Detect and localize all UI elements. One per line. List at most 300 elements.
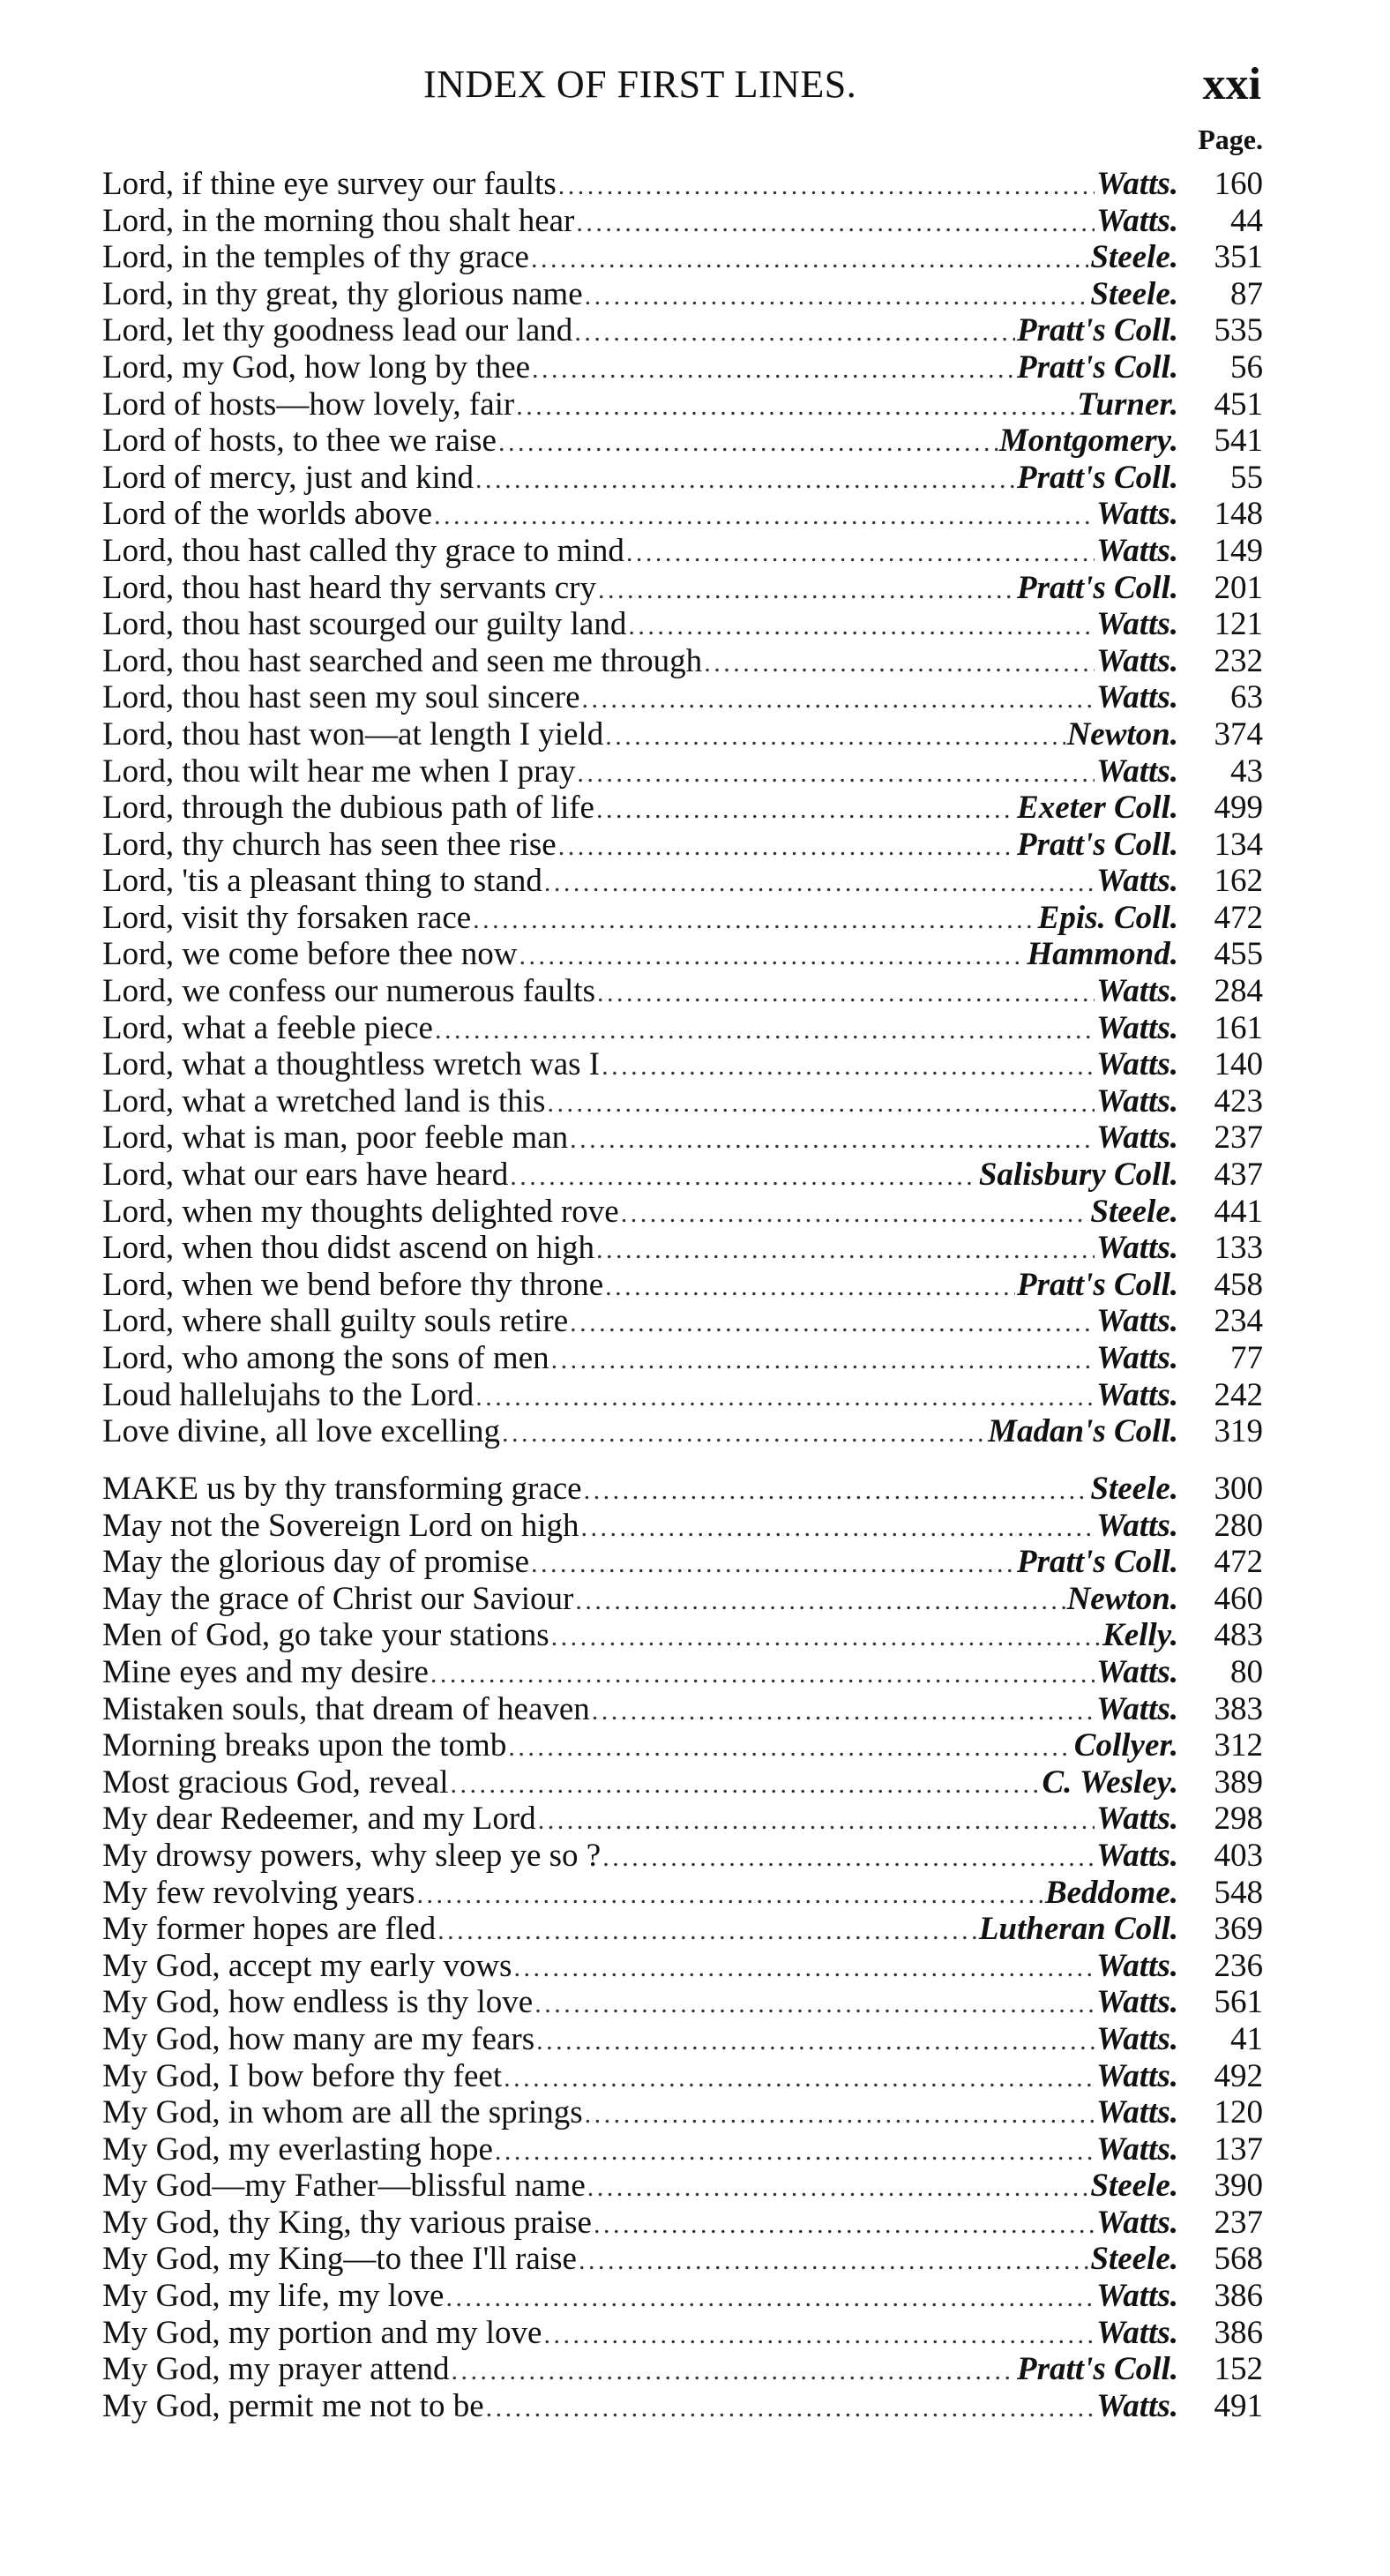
author-text: Pratt's Coll. — [1017, 348, 1178, 386]
first-line-text: Lord, thou wilt hear me when I pray — [102, 753, 576, 790]
page-number: 351 — [1214, 239, 1263, 276]
first-line-text: My God, my life, my love — [102, 2278, 445, 2315]
author-text: Watts. — [1096, 1009, 1178, 1046]
running-header — [423, 59, 1261, 115]
index-row — [102, 2315, 1263, 2352]
index-row — [102, 1340, 1263, 1377]
author-text: Watts. — [1096, 1947, 1178, 1984]
dot-leader — [626, 535, 1095, 572]
index-row — [102, 1413, 1263, 1450]
first-line-text: My God—my Father—blissful name — [102, 2168, 586, 2205]
index-row — [102, 239, 1263, 276]
dot-leader — [536, 2023, 1095, 2060]
index-row — [102, 900, 1263, 937]
first-line-text: Lord, when my thoughts delighted rove — [102, 1193, 619, 1230]
dot-leader — [504, 2060, 1095, 2097]
page-number: 121 — [1214, 606, 1263, 643]
page-number: 383 — [1214, 1690, 1263, 1727]
dot-leader — [510, 1158, 977, 1195]
index-row — [102, 1801, 1263, 1838]
author-text: Steele. — [1090, 1193, 1178, 1230]
first-line-text: My God, I bow before thy feet — [102, 2057, 503, 2094]
index-row — [102, 1617, 1263, 1654]
dot-leader — [558, 828, 1015, 865]
index-row — [102, 570, 1263, 607]
first-line-text: My former hopes are fled — [102, 1911, 437, 1948]
dot-leader — [544, 865, 1095, 902]
index-row — [102, 533, 1263, 570]
page-number: 242 — [1214, 1376, 1263, 1413]
index-row — [102, 1120, 1263, 1157]
dot-leader — [451, 1766, 1041, 1803]
author-text: Lutheran Coll. — [978, 1911, 1178, 1948]
author-text: Steele. — [1090, 1471, 1178, 1507]
index-row — [102, 1267, 1263, 1304]
author-text: Pratt's Coll. — [1017, 2351, 1178, 2388]
index-row — [102, 2351, 1263, 2388]
author-text: Salisbury Coll. — [978, 1157, 1178, 1194]
dot-leader — [513, 1950, 1095, 1987]
first-line-text: My God, my everlasting hope — [102, 2130, 493, 2168]
author-text: Steele. — [1090, 239, 1178, 276]
author-text: Pratt's Coll. — [1017, 826, 1178, 863]
dot-leader — [587, 2169, 1089, 2206]
dot-leader — [502, 1415, 986, 1452]
author-text: Pratt's Coll. — [1017, 1544, 1178, 1581]
page-number: 390 — [1214, 2168, 1263, 2205]
dot-leader — [596, 791, 1015, 828]
dot-leader — [594, 2206, 1095, 2243]
dot-leader — [584, 1472, 1089, 1509]
page-number: 133 — [1214, 1230, 1263, 1267]
first-line-text: Lord, thy church has seen thee rise — [102, 826, 557, 863]
dot-leader — [452, 2353, 1015, 2390]
page-number: 386 — [1214, 2314, 1263, 2351]
index-row — [102, 606, 1263, 643]
first-line-text: Lord, what a wretched land is this — [102, 1082, 546, 1120]
dot-leader — [475, 1379, 1095, 1416]
page-number: 492 — [1214, 2057, 1263, 2094]
first-line-text: My God, how many are my fears — [102, 2020, 535, 2057]
page-number: 63 — [1230, 679, 1263, 716]
index-row — [102, 753, 1263, 790]
page-number: 280 — [1214, 1507, 1263, 1544]
author-text: Steele. — [1090, 2241, 1178, 2278]
dot-leader — [430, 1656, 1095, 1693]
dot-leader — [516, 388, 1075, 425]
dot-leader — [585, 2096, 1095, 2133]
index-row — [102, 2278, 1263, 2315]
index-row — [102, 1875, 1263, 1912]
author-text: Watts. — [1096, 1303, 1178, 1340]
dot-leader — [532, 351, 1015, 388]
author-text: Watts. — [1096, 1653, 1178, 1690]
index-row — [102, 1691, 1263, 1728]
page-number: 491 — [1214, 2387, 1263, 2424]
page-number: 499 — [1214, 790, 1263, 827]
index-section-m — [102, 1471, 1263, 2424]
index-row — [102, 1581, 1263, 1618]
index-row — [102, 496, 1263, 533]
first-line-text: Lord, thou hast heard thy servants cry — [102, 569, 596, 606]
page-number: 137 — [1214, 2130, 1263, 2168]
author-text: Watts. — [1096, 2314, 1178, 2351]
page-number: 41 — [1230, 2020, 1263, 2057]
author-text: Steele. — [1090, 275, 1178, 312]
author-text: Watts. — [1096, 2057, 1178, 2094]
index-row — [102, 643, 1263, 680]
first-line-text: My God, thy King, thy various praise — [102, 2204, 592, 2241]
index-row — [102, 2094, 1263, 2131]
author-text: Watts. — [1096, 1340, 1178, 1376]
dot-leader — [570, 1305, 1095, 1342]
dot-leader — [570, 1121, 1095, 1158]
first-line-text: Lord, if thine eye survey our faults — [102, 166, 557, 202]
page-number: 140 — [1214, 1046, 1263, 1083]
author-text: Watts. — [1096, 1507, 1178, 1544]
dot-leader — [621, 1195, 1089, 1232]
first-line-text: Lord of hosts—how lovely, fair — [102, 386, 515, 423]
dot-leader — [596, 1232, 1095, 1269]
page-number: 458 — [1214, 1266, 1263, 1303]
dot-leader — [602, 1839, 1095, 1876]
first-line-text: My few revolving years — [102, 1874, 415, 1911]
page-number: 369 — [1214, 1911, 1263, 1948]
page-number: 455 — [1214, 936, 1263, 973]
author-text: Exeter Coll. — [1017, 790, 1178, 827]
page-number: 403 — [1214, 1837, 1263, 1874]
first-line-text: Lord, thou hast won—at length I yield — [102, 715, 604, 753]
first-line-text: Lord, in thy great, thy glorious name — [102, 275, 583, 312]
page-number: 162 — [1214, 863, 1263, 900]
dot-leader — [574, 314, 1015, 351]
index-row — [102, 973, 1263, 1010]
index-row — [102, 679, 1263, 716]
page-number: 43 — [1230, 753, 1263, 790]
page-number: 284 — [1214, 973, 1263, 1010]
index-row — [102, 790, 1263, 827]
index-row — [102, 1654, 1263, 1691]
page-title: INDEX OF FIRST LINES. — [423, 63, 857, 106]
author-text: Watts. — [1096, 2204, 1178, 2241]
page-number: 568 — [1214, 2241, 1263, 2278]
author-text: Watts. — [1096, 2278, 1178, 2315]
index-row — [102, 276, 1263, 313]
index-row — [102, 1303, 1263, 1340]
author-text: Watts. — [1096, 2020, 1178, 2057]
page-number: 120 — [1214, 2094, 1263, 2131]
dot-leader — [602, 1048, 1095, 1085]
page-number: 160 — [1214, 166, 1263, 202]
dot-leader — [704, 645, 1095, 682]
index-row — [102, 386, 1263, 423]
author-text: Newton. — [1066, 1580, 1178, 1617]
index-row — [102, 716, 1263, 753]
first-line-text: Lord, thou hast scourged our guilty land — [102, 606, 627, 643]
index-row — [102, 1838, 1263, 1875]
page-number: 149 — [1214, 532, 1263, 569]
dot-leader — [495, 2133, 1095, 2170]
dot-leader — [416, 1876, 1042, 1913]
author-text: Watts. — [1096, 1082, 1178, 1120]
author-text: Hammond. — [1027, 936, 1178, 973]
first-line-text: Loud hallelujahs to the Lord — [102, 1376, 475, 1413]
page-number: 423 — [1214, 1082, 1263, 1120]
first-line-text: May not the Sovereign Lord on high — [102, 1507, 579, 1544]
index-row — [102, 2241, 1263, 2278]
page-number: 451 — [1214, 386, 1263, 423]
first-line-text: Mistaken souls, that dream of heaven — [102, 1690, 590, 1727]
dot-leader — [519, 938, 1026, 975]
page-number: 134 — [1214, 826, 1263, 863]
first-line-text: Lord of hosts, to thee we raise — [102, 423, 497, 460]
page-number: 472 — [1214, 899, 1263, 936]
index-row — [102, 349, 1263, 386]
index-row — [102, 863, 1263, 900]
index-row — [102, 1471, 1263, 1508]
first-line-text: My God, how endless is thy love — [102, 1984, 534, 2021]
first-line-text: Lord of the worlds above — [102, 496, 433, 533]
first-line-text: My drowsy powers, why sleep ye so ? — [102, 1837, 602, 1874]
author-text: Pratt's Coll. — [1017, 459, 1178, 496]
page-number: 44 — [1230, 202, 1263, 239]
author-text: Watts. — [1096, 863, 1178, 900]
page-number: 472 — [1214, 1544, 1263, 1581]
dot-leader — [534, 1986, 1095, 2023]
page-number: 483 — [1214, 1617, 1263, 1654]
page-number: 298 — [1214, 1801, 1263, 1838]
page-number: 55 — [1230, 459, 1263, 496]
index-row — [102, 166, 1263, 203]
dot-leader — [575, 1583, 1065, 1620]
dot-leader — [508, 1729, 1072, 1766]
first-line-text: Most gracious God, reveal — [102, 1764, 449, 1801]
page-number: 441 — [1214, 1193, 1263, 1230]
first-line-text: Lord, through the dubious path of life — [102, 790, 594, 827]
first-line-text: My God, my King—to thee I'll raise — [102, 2241, 577, 2278]
first-line-text: Lord, thou hast seen my soul sincere — [102, 679, 580, 716]
page-number: 548 — [1214, 1874, 1263, 1911]
author-text: Steele. — [1090, 2168, 1178, 2205]
first-line-text: Lord, what is man, poor feeble man — [102, 1120, 569, 1157]
index-row — [102, 827, 1263, 864]
page-number: 312 — [1214, 1727, 1263, 1764]
first-line-text: My God, accept my early vows — [102, 1947, 512, 1984]
page-number: 87 — [1230, 275, 1263, 312]
author-text: Turner. — [1077, 386, 1178, 423]
first-line-text: Lord, let thy goodness lead our land — [102, 312, 573, 349]
first-line-text: Lord, when we bend before thy throne — [102, 1266, 604, 1303]
dot-leader — [435, 1012, 1095, 1049]
author-text: Watts. — [1096, 496, 1178, 533]
author-text: Madan's Coll. — [988, 1413, 1178, 1450]
dot-leader — [605, 718, 1065, 755]
page-number: 386 — [1214, 2278, 1263, 2315]
author-text: Watts. — [1096, 1376, 1178, 1413]
first-line-text: Lord, visit thy forsaken race — [102, 899, 472, 936]
index-section-l — [102, 166, 1263, 1450]
index-row — [102, 1544, 1263, 1581]
page-number: 148 — [1214, 496, 1263, 533]
page-number: 437 — [1214, 1157, 1263, 1194]
author-text: Watts. — [1096, 1046, 1178, 1083]
index-row — [102, 1083, 1263, 1120]
author-text: Watts. — [1096, 1120, 1178, 1157]
first-line-text: Lord, what a feeble piece — [102, 1009, 433, 1046]
index-row — [102, 1948, 1263, 1985]
index-row — [102, 423, 1263, 460]
index-row — [102, 2021, 1263, 2058]
author-text: Pratt's Coll. — [1017, 312, 1178, 349]
dot-leader — [486, 2390, 1095, 2427]
author-text: Watts. — [1096, 753, 1178, 790]
dot-leader — [558, 168, 1095, 205]
page-number: 56 — [1230, 348, 1263, 386]
author-text: Pratt's Coll. — [1017, 1266, 1178, 1303]
index-row — [102, 1377, 1263, 1414]
first-line-text: Lord, we confess our numerous faults — [102, 973, 595, 1010]
index-row — [102, 1727, 1263, 1764]
index-row — [102, 1984, 1263, 2021]
author-text: C. Wesley. — [1042, 1764, 1178, 1801]
dot-leader — [473, 902, 1035, 939]
dot-leader — [551, 1342, 1095, 1379]
first-line-text: Lord, where shall guilty souls retire — [102, 1303, 569, 1340]
dot-leader — [605, 1269, 1015, 1306]
dot-leader — [547, 1085, 1095, 1122]
index-row — [102, 312, 1263, 349]
page-number: 234 — [1214, 1303, 1263, 1340]
first-line-text: My dear Redeemer, and my Lord — [102, 1801, 536, 1838]
first-line-text: Lord, in the morning thou shalt hear — [102, 202, 575, 239]
index-row — [102, 460, 1263, 497]
page-number: 535 — [1214, 312, 1263, 349]
author-text: Watts. — [1096, 973, 1178, 1010]
page-column-label: Page. — [1198, 124, 1263, 155]
author-text: Watts. — [1096, 1801, 1178, 1838]
first-line-text: Lord, thou hast searched and seen me through — [102, 642, 703, 679]
page-number: 541 — [1214, 423, 1263, 460]
first-line-text: Lord, 'tis a pleasant thing to stand — [102, 863, 542, 900]
author-text: Pratt's Coll. — [1017, 569, 1178, 606]
first-line-text: Lord, in the temples of thy grace — [102, 239, 529, 276]
author-text: Watts. — [1096, 2130, 1178, 2168]
index-row — [102, 1230, 1263, 1267]
page-number: 232 — [1214, 642, 1263, 679]
page-number: 460 — [1214, 1580, 1263, 1617]
dot-leader — [531, 1546, 1015, 1583]
dot-leader — [598, 572, 1015, 609]
author-text: Watts. — [1096, 1690, 1178, 1727]
dot-leader — [437, 1913, 977, 1950]
dot-leader — [597, 975, 1095, 1012]
index-row — [102, 2168, 1263, 2205]
first-line-text: Lord, what a thoughtless wretch was I — [102, 1046, 601, 1083]
page-number: 201 — [1214, 569, 1263, 606]
dot-leader — [434, 498, 1095, 535]
author-text: Epis. Coll. — [1037, 899, 1178, 936]
index-row — [102, 1157, 1263, 1194]
author-text: Watts. — [1096, 1837, 1178, 1874]
first-line-text: May the grace of Christ our Saviour — [102, 1580, 574, 1617]
page-number: 389 — [1214, 1764, 1263, 1801]
index-row — [102, 203, 1263, 240]
index-row — [102, 1911, 1263, 1948]
dot-leader — [551, 1619, 1101, 1656]
first-line-text: Men of God, go take your stations — [102, 1617, 549, 1654]
first-line-text: Love divine, all love excelling — [102, 1413, 501, 1450]
author-text: Collyer. — [1073, 1727, 1178, 1764]
first-line-text: Mine eyes and my desire — [102, 1653, 429, 1690]
first-line-text: My God, permit me not to be — [102, 2387, 484, 2424]
author-text: Watts. — [1096, 679, 1178, 716]
page-number: 300 — [1214, 1471, 1263, 1507]
index-row — [102, 936, 1263, 973]
first-line-text: Lord, thou hast called thy grace to mind — [102, 532, 624, 569]
index-row — [102, 2205, 1263, 2242]
author-text: Watts. — [1096, 532, 1178, 569]
dot-leader — [585, 278, 1089, 315]
page-number: 237 — [1214, 1120, 1263, 1157]
dot-leader — [579, 2243, 1088, 2280]
author-text: Watts. — [1096, 2094, 1178, 2131]
page-number: 561 — [1214, 1984, 1263, 2021]
dot-leader — [628, 608, 1095, 645]
first-line-text: MAKE us by thy transforming grace — [102, 1471, 582, 1507]
first-line-text: Lord of mercy, just and kind — [102, 459, 474, 496]
dot-leader — [592, 1693, 1095, 1730]
dot-leader — [498, 424, 998, 461]
page-number: 236 — [1214, 1947, 1263, 1984]
author-text: Watts. — [1096, 2387, 1178, 2424]
page-folio: xxi — [1202, 59, 1261, 109]
dot-leader — [582, 681, 1095, 718]
author-text: Montgomery. — [998, 423, 1178, 460]
dot-leader — [577, 755, 1095, 792]
first-line-text: May the glorious day of promise — [102, 1544, 529, 1581]
index-row — [102, 2131, 1263, 2168]
author-text: Watts. — [1096, 606, 1178, 643]
first-line-text: Lord, who among the sons of men — [102, 1340, 549, 1376]
page-number: 319 — [1214, 1413, 1263, 1450]
dot-leader — [475, 461, 1015, 498]
index-row — [102, 1508, 1263, 1545]
page-number: 374 — [1214, 715, 1263, 753]
page-number: 152 — [1214, 2351, 1263, 2388]
first-line-text: Lord, we come before thee now — [102, 936, 518, 973]
first-line-text: My God, my prayer attend — [102, 2351, 450, 2388]
index-row — [102, 1010, 1263, 1047]
page-number: 80 — [1230, 1653, 1263, 1690]
page-number: 161 — [1214, 1009, 1263, 1046]
index-row — [102, 1194, 1263, 1231]
first-line-text: Lord, when thou didst ascend on high — [102, 1230, 594, 1267]
author-text: Watts. — [1096, 642, 1178, 679]
page-number: 237 — [1214, 2204, 1263, 2241]
first-line-text: Lord, what our ears have heard — [102, 1157, 509, 1194]
dot-leader — [538, 1802, 1095, 1839]
first-line-text: My God, my portion and my love — [102, 2314, 542, 2351]
dot-leader — [576, 205, 1095, 242]
first-line-text: My God, in whom are all the springs — [102, 2094, 583, 2131]
dot-leader — [543, 2317, 1095, 2354]
author-text: Watts. — [1096, 1230, 1178, 1267]
index-row — [102, 2388, 1263, 2425]
dot-leader — [581, 1509, 1095, 1546]
author-text: Watts. — [1096, 202, 1178, 239]
author-text: Newton. — [1066, 715, 1178, 753]
index-row — [102, 1764, 1263, 1801]
